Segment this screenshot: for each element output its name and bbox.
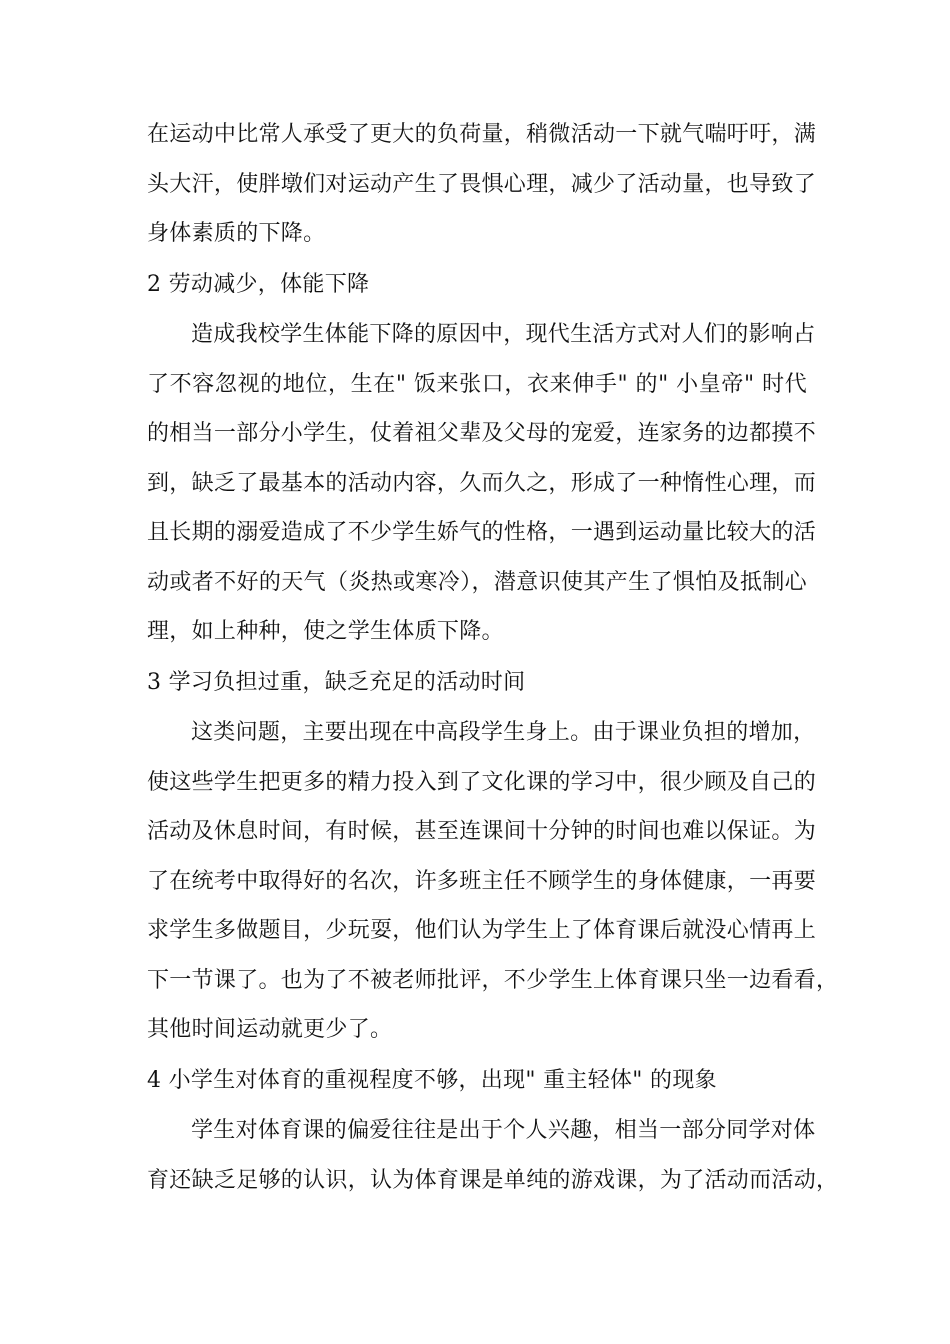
paragraph-1	[147, 110, 817, 259]
paragraph-line: 在运动中比常人承受了更大的负荷量，稍微活动一下就气喘吁吁，满	[147, 122, 817, 147]
paragraph-2	[147, 310, 817, 657]
heading-text: 4 小学生对体育的重视程度不够，出现" 重主轻体" 的现象	[147, 1068, 717, 1093]
section-heading-4	[147, 1056, 807, 1106]
paragraph-line: 身体素质的下降。	[147, 221, 326, 246]
section-heading-3	[147, 658, 807, 708]
paragraph-line: 造成我校学生体能下降的原因中，现代生活方式对人们的影响占	[191, 322, 816, 347]
heading-text: 3 学习负担过重，缺乏充足的活动时间	[147, 670, 526, 695]
paragraph-3	[147, 708, 839, 1055]
paragraph-line: 其他时间运动就更少了。	[147, 1017, 393, 1042]
paragraph-line: 活动及休息时间，有时候，甚至连课间十分钟的时间也难以保证。为	[147, 819, 817, 844]
section-heading-2	[147, 260, 807, 310]
paragraph-line: 下一节课了。也为了不被老师批评，不少学生上体育课只坐一边看看，	[147, 967, 839, 993]
paragraph-line: 且长期的溺爱造成了不少学生娇气的性格，一遇到运动量比较大的活	[147, 520, 817, 545]
paragraph-line: 的相当一部分小学生，仗着祖父辈及父母的宠爱，连家务的边都摸不	[147, 421, 817, 446]
paragraph-line: 到，缺乏了最基本的活动内容，久而久之，形成了一种惰性心理，而	[147, 470, 817, 496]
paragraph-line: 了不容忽视的地位，生在" 饭来张口，衣来伸手" 的" 小皇帝" 时代	[147, 371, 807, 397]
paragraph-line: 使这些学生把更多的精力投入到了文化课的学习中，很少顾及自己的	[147, 769, 817, 795]
heading-text: 2 劳动减少，体能下降	[147, 272, 370, 297]
paragraph-line: 育还缺乏足够的认识，认为体育课是单纯的游戏课，为了活动而活动，	[147, 1167, 839, 1193]
paragraph-4	[147, 1106, 839, 1205]
paragraph-line: 求学生多做题目，少玩耍，他们认为学生上了体育课后就没心情再上	[147, 918, 817, 943]
paragraph-line: 理，如上种种，使之学生体质下降。	[147, 619, 504, 644]
paragraph-line: 了在统考中取得好的名次，许多班主任不顾学生的身体健康，一再要	[147, 868, 817, 894]
paragraph-line: 这类问题，主要出现在中高段学生身上。由于课业负担的增加，	[191, 720, 816, 745]
paragraph-line: 动或者不好的天气（炎热或寒冷），潜意识使其产生了惧怕及抵制心	[147, 569, 807, 595]
paragraph-line: 学生对体育课的偏爱往往是出于个人兴趣，相当一部分同学对体	[191, 1118, 816, 1143]
paragraph-line: 头大汗，使胖墩们对运动产生了畏惧心理，减少了活动量，也导致了	[147, 171, 817, 197]
